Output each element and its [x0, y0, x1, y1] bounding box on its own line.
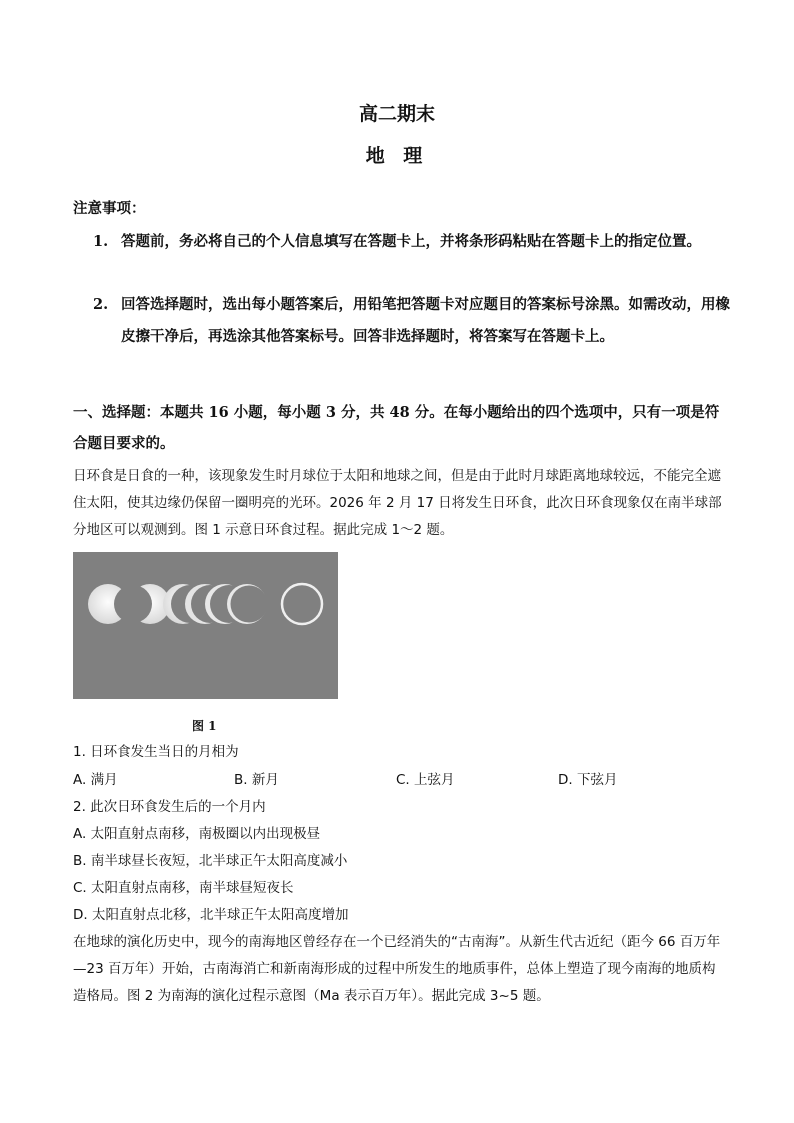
passage-1: 日环食是日食的一种，该现象发生时月球位于太阳和地球之间，但是由于此时月球距离地球较远，不能完全遮住太阳，使其边缘仍保留一圈明亮的光环。2026 年 2 月 17 日将发生日环食，此次日环食现象仅在南半球部分地区可以观测到。图 1 示意日环食过程。据此完成 1～2 题。 — [73, 468, 722, 538]
notice-item-2-number: 2. — [93, 296, 109, 313]
notice-item-2 — [93, 289, 733, 353]
notice-item-1 — [93, 226, 733, 258]
moon-disc-stage-2 — [114, 585, 152, 623]
question-1-option-b: B. 新月 — [234, 772, 279, 788]
passage-2: 在地球的演化历史中，现今的南海地区曾经存在一个已经消失的“古南海”。从新生代古近纪（距今 66 百万年—23 百万年）开始，古南海消亡和新南海形成的过程中所发生的地质事件，总体上塑造了现今南海的地质构造格局。图 2 为南海的演化过程示意图（Ma 表示百万年）。据此完成 3~5 题。 — [73, 934, 721, 1004]
exam-title: 高二期末 — [358, 103, 435, 125]
question-2-option-b: B. 南半球昼长夜短，北半球正午太阳高度减小 — [73, 853, 348, 869]
figure-1-caption: 图 1 — [192, 719, 217, 733]
question-2-stem: 2. 此次日环食发生后的一个月内 — [73, 799, 266, 815]
notice-item-1-number: 1. — [93, 233, 109, 250]
notice-item-2-text: 回答选择题时，选出每小题答案后，用铅笔把答题卡对应题目的答案标号涂黑。如需改动，用橡皮擦干净后，再选涂其他答案标号。回答非选择题时，将答案写在答题卡上。 — [121, 296, 730, 345]
annular-eclipse-figure — [73, 552, 338, 699]
question-2-option-d: D. 太阳直射点北移，北半球正午太阳高度增加 — [73, 907, 349, 923]
subject-title: 地 理 — [365, 145, 429, 167]
eclipse-sequence-image — [73, 552, 338, 699]
question-1-option-a: A. 满月 — [73, 772, 118, 788]
section-heading: 一、选择题：本题共 16 小题，每小题 3 分，共 48 分。在每小题给出的四个选项中，只有一项是符合题目要求的。 — [73, 404, 720, 452]
question-1-option-c: C. 上弦月 — [396, 772, 455, 788]
question-2-option-c: C. 太阳直射点南移，南半球昼短夜长 — [73, 880, 294, 896]
notice-heading: 注意事项： — [73, 200, 146, 217]
question-1-stem: 1. 日环食发生当日的月相为 — [73, 744, 239, 760]
question-2-option-a: A. 太阳直射点南移，南极圈以内出现极昼 — [73, 826, 321, 842]
question-1-option-d: D. 下弦月 — [558, 772, 618, 788]
notice-item-1-text: 答题前，务必将自己的个人信息填写在答题卡上，并将条形码粘贴在答题卡上的指定位置。 — [121, 233, 701, 250]
moon-disc-stage-6 — [231, 586, 268, 623]
